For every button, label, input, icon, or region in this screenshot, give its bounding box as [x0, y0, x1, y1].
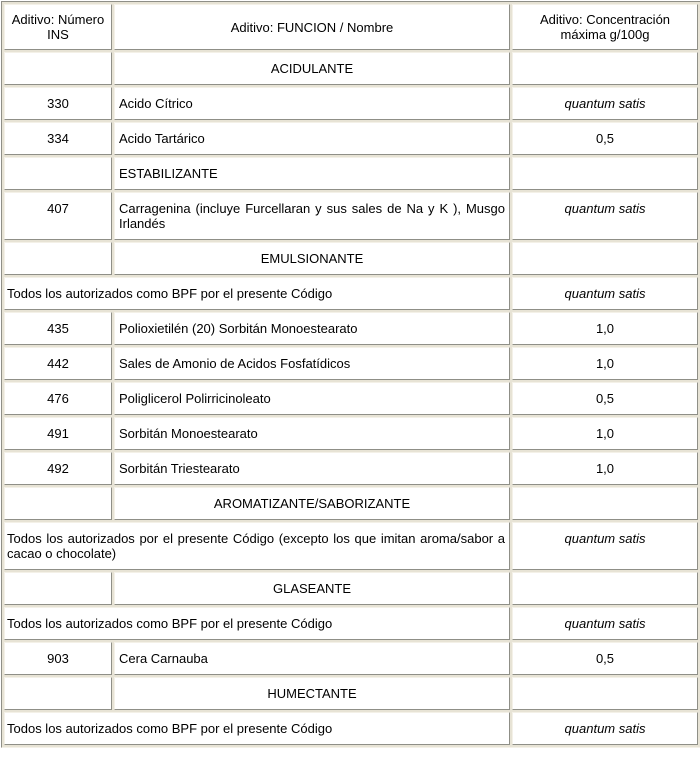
- additives-table: [1, 1, 700, 748]
- value-cell: 0,5: [512, 642, 698, 675]
- ins-cell: 334: [4, 122, 112, 155]
- empty-cell: [4, 52, 112, 85]
- name-cell: Poliglicerol Polirricinoleato: [114, 382, 510, 415]
- span-row: [4, 712, 698, 745]
- category-label: GLASEANTE: [114, 572, 510, 605]
- empty-cell: [512, 572, 698, 605]
- span-row: [4, 522, 698, 570]
- name-cell: Sorbitán Triestearato: [114, 452, 510, 485]
- category-row: [4, 487, 698, 520]
- span-text-cell: Todos los autorizados como BPF por el presente Código: [4, 607, 510, 640]
- span-text-cell: Todos los autorizados como BPF por el presente Código: [4, 712, 510, 745]
- ins-cell: 435: [4, 312, 112, 345]
- span-text-cell: Todos los autorizados por el presente Código (excepto los que imitan aroma/sabor a cacao o chocolate): [4, 522, 510, 570]
- ins-cell: 442: [4, 347, 112, 380]
- col-header-concentracion: Aditivo: Concentración máxima g/100g: [512, 4, 698, 50]
- item-row: [4, 642, 698, 675]
- item-row: [4, 312, 698, 345]
- category-row: [4, 157, 698, 190]
- value-cell: quantum satis: [512, 87, 698, 120]
- ins-cell: 407: [4, 192, 112, 240]
- category-row: [4, 677, 698, 710]
- empty-cell: [512, 677, 698, 710]
- empty-cell: [4, 242, 112, 275]
- col-header-funcion-nombre: Aditivo: FUNCION / Nombre: [114, 4, 510, 50]
- name-cell: Carragenina (incluye Furcellaran y sus sales de Na y K ), Musgo Irlandés: [114, 192, 510, 240]
- name-cell: Polioxietilén (20) Sorbitán Monoestearato: [114, 312, 510, 345]
- category-label: ACIDULANTE: [114, 52, 510, 85]
- value-cell: 0,5: [512, 382, 698, 415]
- name-cell: Acido Tartárico: [114, 122, 510, 155]
- ins-cell: 476: [4, 382, 112, 415]
- value-cell: 1,0: [512, 417, 698, 450]
- span-text-cell: Todos los autorizados como BPF por el presente Código: [4, 277, 510, 310]
- name-cell: Cera Carnauba: [114, 642, 510, 675]
- empty-cell: [512, 242, 698, 275]
- value-cell: quantum satis: [512, 712, 698, 745]
- category-row: [4, 242, 698, 275]
- ins-cell: 903: [4, 642, 112, 675]
- item-row: [4, 347, 698, 380]
- item-row: [4, 382, 698, 415]
- value-cell: 0,5: [512, 122, 698, 155]
- value-cell: quantum satis: [512, 192, 698, 240]
- name-cell: Sales de Amonio de Acidos Fosfatídicos: [114, 347, 510, 380]
- value-cell: 1,0: [512, 347, 698, 380]
- item-row: [4, 452, 698, 485]
- category-label: ESTABILIZANTE: [114, 157, 510, 190]
- empty-cell: [4, 677, 112, 710]
- empty-cell: [4, 487, 112, 520]
- value-cell: quantum satis: [512, 607, 698, 640]
- category-row: [4, 52, 698, 85]
- empty-cell: [512, 487, 698, 520]
- item-row: [4, 417, 698, 450]
- empty-cell: [4, 572, 112, 605]
- name-cell: Acido Cítrico: [114, 87, 510, 120]
- header-row: [4, 4, 698, 50]
- category-label: AROMATIZANTE/SABORIZANTE: [114, 487, 510, 520]
- item-row: [4, 87, 698, 120]
- ins-cell: 491: [4, 417, 112, 450]
- value-cell: quantum satis: [512, 522, 698, 570]
- span-row: [4, 277, 698, 310]
- value-cell: 1,0: [512, 452, 698, 485]
- item-row: [4, 122, 698, 155]
- category-label: EMULSIONANTE: [114, 242, 510, 275]
- col-header-ins: Aditivo: Número INS: [4, 4, 112, 50]
- span-row: [4, 607, 698, 640]
- value-cell: 1,0: [512, 312, 698, 345]
- category-label: HUMECTANTE: [114, 677, 510, 710]
- empty-cell: [512, 157, 698, 190]
- name-cell: Sorbitán Monoestearato: [114, 417, 510, 450]
- empty-cell: [512, 52, 698, 85]
- empty-cell: [4, 157, 112, 190]
- ins-cell: 330: [4, 87, 112, 120]
- ins-cell: 492: [4, 452, 112, 485]
- item-row: [4, 192, 698, 240]
- value-cell: quantum satis: [512, 277, 698, 310]
- category-row: [4, 572, 698, 605]
